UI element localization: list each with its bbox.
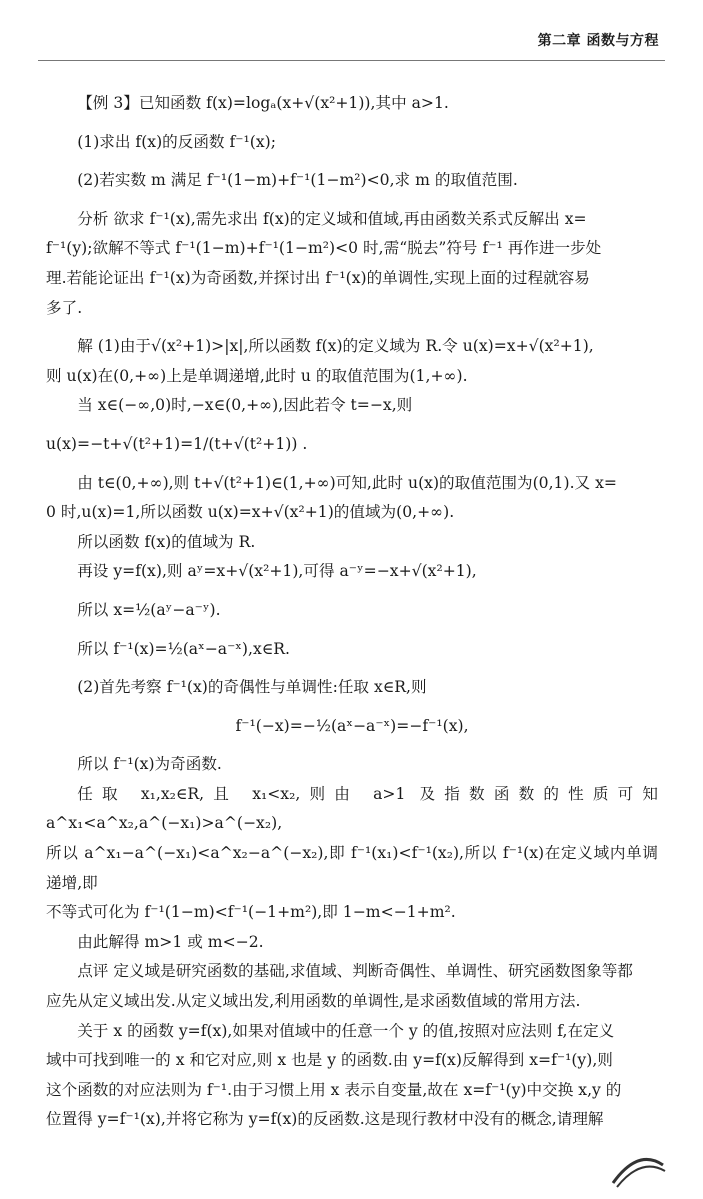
text-line-l15: 再设 y=f(x),则 aʸ=x+√(x²+1),可得 a⁻ʸ=−x+√(x²+1), [77, 562, 477, 581]
text-line-l26: 应先从定义域出发.从定义域出发,利用函数的单调性,是求函数值域的常用方法. [46, 992, 581, 1011]
text-line-l4: 分析 欲求 f⁻¹(x),需先求出 f(x)的定义域和值域,再由函数关系式反解出 x= [77, 209, 587, 228]
chapter-header: 第二章 函数与方程 [537, 33, 659, 49]
text-line-l27: 关于 x 的函数 y=f(x),如果对值域中的任意一个 y 的值,按照对应法则 f,在定义 [77, 1021, 615, 1040]
text-line-l21: 任取 x₁,x₂∈R,且 x₁<x₂,则由 a>1 及指数函数的性质可知 a^x₁<a^x₂,a^(−x₁)>a^(−x₂), [46, 784, 658, 833]
page-curl-icon [603, 1143, 673, 1193]
text-line-l12: 由 t∈(0,+∞),则 t+√(t²+1)∈(1,+∞)可知,此时 u(x)的取值范围为(0,1).又 x= [77, 473, 617, 492]
text-line-l14: 所以函数 f(x)的值域为 R. [77, 532, 256, 551]
text-line-l18: (2)首先考察 f⁻¹(x)的奇偶性与单调性:任取 x∈R,则 [77, 678, 427, 697]
text-line-l6: 理.若能论证出 f⁻¹(x)为奇函数,并探讨出 f⁻¹(x)的单调性,实现上面的过程就容易 [46, 268, 590, 287]
text-line-l30: 位置得 y=f⁻¹(x),并将它称为 y=f(x)的反函数.这是现行教材中没有的概念,请理解 [46, 1110, 604, 1129]
text-line-l16: 所以 x=½(aʸ−a⁻ʸ). [77, 600, 221, 619]
text-line-l17: 所以 f⁻¹(x)=½(aˣ−a⁻ˣ),x∈R. [77, 639, 290, 658]
text-line-l13: 0 时,u(x)=1,所以函数 u(x)=x+√(x²+1)的值域为(0,+∞). [46, 503, 455, 522]
text-line-l5: f⁻¹(y);欲解不等式 f⁻¹(1−m)+f⁻¹(1−m²)<0 时,需“脱去”符号 f⁻¹ 再作进一步处 [46, 239, 602, 258]
text-line-l22: 所以 a^x₁−a^(−x₁)<a^x₂−a^(−x₂),即 f⁻¹(x₁)<f⁻¹(x₂),所以 f⁻¹(x)在定义域内单调递增,即 [46, 844, 658, 892]
text-line-l9: 则 u(x)在(0,+∞)上是单调递增,此时 u 的取值范围为(1,+∞). [46, 366, 468, 385]
page-body [46, 80, 658, 1135]
text-line-l24: 由此解得 m>1 或 m<−2. [77, 932, 264, 951]
text-line-l1: 【例 3】已知函数 f(x)=logₐ(x+√(x²+1)),其中 a>1. [77, 94, 449, 112]
text-line-l19: f⁻¹(−x)=−½(aˣ−a⁻ˣ)=−f⁻¹(x), [235, 716, 469, 735]
text-line-l3: (2)若实数 m 满足 f⁻¹(1−m)+f⁻¹(1−m²)<0,求 m 的取值范围. [77, 171, 518, 190]
text-line-l28: 域中可找到唯一的 x 和它对应,则 x 也是 y 的函数.由 y=f(x)反解得到 x=f⁻¹(y),则 [46, 1051, 613, 1070]
text-line-l7: 多了. [46, 298, 83, 317]
text-line-l11: u(x)=−t+√(t²+1)=1/(t+√(t²+1)) . [46, 434, 308, 453]
text-line-l29: 这个函数的对应法则为 f⁻¹.由于习惯上用 x 表示自变量,故在 x=f⁻¹(y)中交换 x,y 的 [46, 1080, 622, 1099]
header-rule [38, 60, 665, 61]
text-line-l25: 点评 定义域是研究函数的基础,求值域、判断奇偶性、单调性、研究函数图象等都 [77, 962, 633, 981]
text-line-l2: (1)求出 f(x)的反函数 f⁻¹(x); [77, 132, 276, 151]
text-line-l8: 解 (1)由于√(x²+1)>|x|,所以函数 f(x)的定义域为 R.令 u(x)=x+√(x²+1), [77, 337, 594, 356]
text-line-l10: 当 x∈(−∞,0)时,−x∈(0,+∞),因此若令 t=−x,则 [77, 396, 413, 415]
text-line-l23: 不等式可化为 f⁻¹(1−m)<f⁻¹(−1+m²),即 1−m<−1+m². [46, 903, 456, 922]
text-line-l20: 所以 f⁻¹(x)为奇函数. [77, 755, 222, 774]
